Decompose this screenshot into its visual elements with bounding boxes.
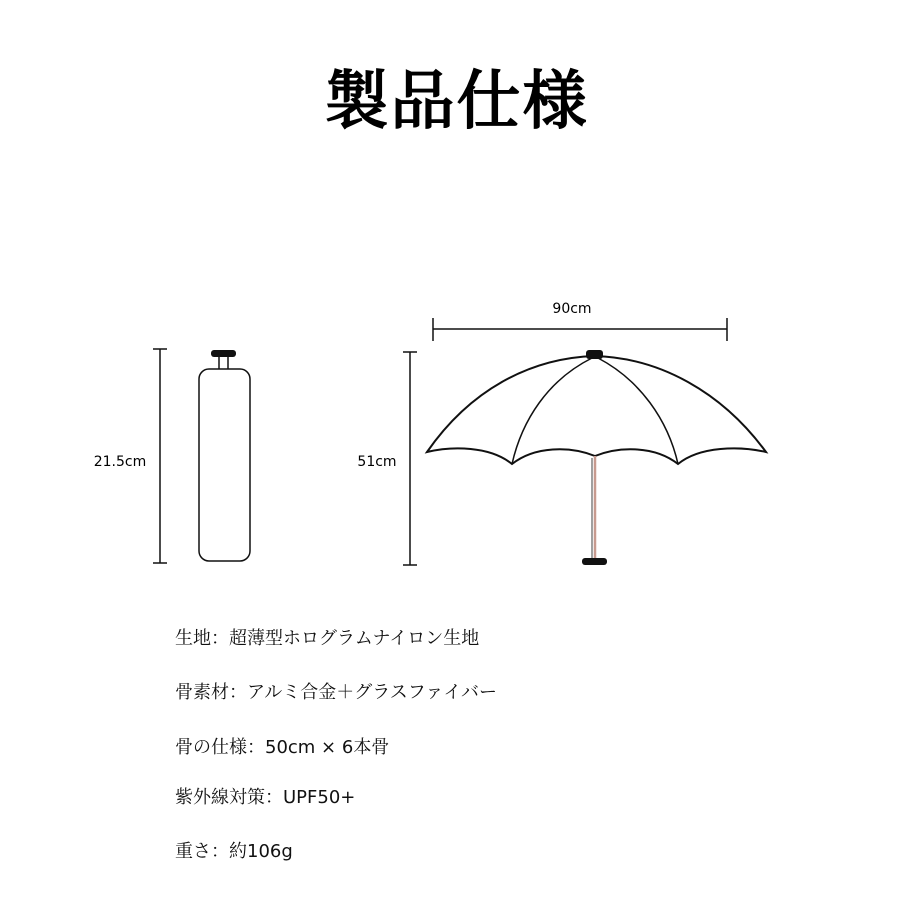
closed-height-dimension bbox=[94, 349, 167, 563]
spec-value: アルミ合金＋グラスファイバー bbox=[247, 682, 498, 703]
open-umbrella bbox=[427, 350, 766, 565]
spec-row-fabric bbox=[175, 624, 479, 650]
spec-row-rib-material bbox=[175, 678, 497, 704]
spec-value: 50cm × 6本骨 bbox=[265, 737, 390, 758]
open-height-dimension bbox=[357, 352, 417, 565]
spec-separator: ： bbox=[211, 841, 229, 862]
closed-umbrella-handle-neck bbox=[219, 356, 228, 370]
spec-label: 重さ bbox=[175, 841, 211, 862]
closed-umbrella-body bbox=[199, 369, 250, 561]
open-umbrella-canopy bbox=[427, 356, 766, 464]
closed-height-label: 21.5cm bbox=[93, 454, 147, 470]
spec-value: UPF50+ bbox=[283, 787, 356, 808]
spec-label: 紫外線対策 bbox=[175, 787, 265, 808]
spec-row-uv bbox=[175, 783, 355, 809]
open-height-label: 51cm bbox=[357, 454, 397, 470]
open-width-label: 90cm bbox=[552, 301, 592, 317]
spec-separator: ： bbox=[265, 787, 283, 808]
spec-label: 骨素材 bbox=[175, 682, 229, 703]
spec-separator: ： bbox=[229, 682, 247, 703]
open-width-dimension bbox=[433, 301, 727, 341]
closed-umbrella bbox=[199, 350, 250, 561]
spec-label: 骨の仕様 bbox=[175, 737, 247, 758]
open-umbrella-handle bbox=[582, 558, 607, 565]
spec-row-rib-spec bbox=[175, 733, 389, 759]
page-title: 製品仕様 bbox=[324, 65, 589, 139]
spec-value: 約106g bbox=[229, 841, 293, 862]
spec-separator: ： bbox=[247, 737, 265, 758]
open-umbrella-top-knob bbox=[586, 350, 603, 359]
spec-row-weight bbox=[175, 837, 293, 863]
spec-label: 生地 bbox=[175, 628, 211, 649]
spec-value: 超薄型ホログラムナイロン生地 bbox=[229, 628, 480, 649]
spec-separator: ： bbox=[211, 628, 229, 649]
